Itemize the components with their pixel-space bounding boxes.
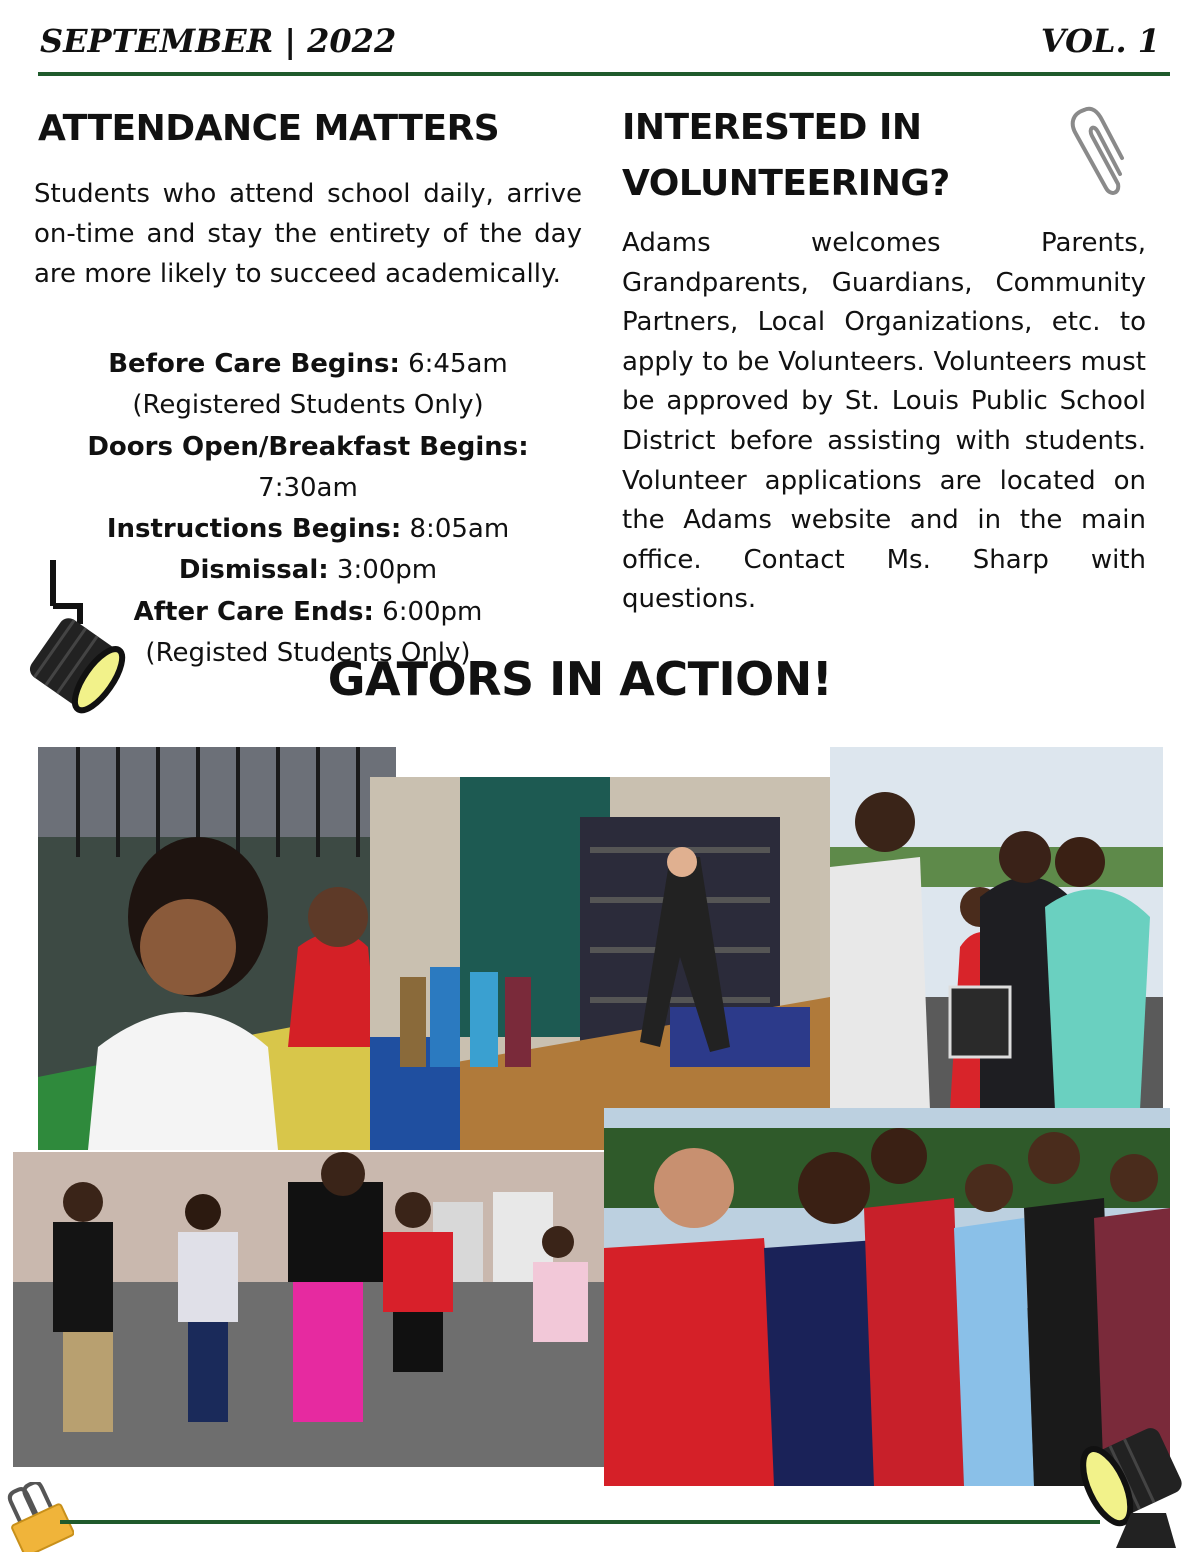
attendance-heading: ATTENDANCE MATTERS xyxy=(38,108,500,149)
spotlight-icon xyxy=(1076,1418,1200,1553)
schedule-item: Doors Open/Breakfast Begins: 7:30am xyxy=(87,431,529,503)
photo-student-lunch xyxy=(38,747,396,1150)
footer-divider xyxy=(60,1520,1100,1524)
issue-date: SEPTEMBER | 2022 xyxy=(40,22,397,60)
gallery-heading: GATORS IN ACTION! xyxy=(327,652,833,706)
photo-family-group xyxy=(830,747,1163,1110)
schedule-note: (Registered Students Only) xyxy=(132,390,484,421)
photo-uniform-room xyxy=(370,777,830,1150)
volunteer-body: Adams welcomes Parents, Grandparents, Guardians, Community Partners, Local Organizations, etc. to apply to be Volunteers. Volunteers must be approved by St. Louis Public School District before assisting with students. Volunteer applications are located on the Adams website and in the main office. Contact Ms. Sharp with questions. xyxy=(622,228,1146,615)
volunteer-heading: INTERESTED IN VOLUNTEERING? xyxy=(622,107,950,204)
schedule-item: Instructions Begins: 8:05am xyxy=(106,514,510,545)
photo-line-up xyxy=(13,1152,606,1467)
volume-number: VOL. 1 xyxy=(1040,22,1160,60)
schedule-note: (Registed Students Only) xyxy=(145,638,471,669)
schedule-item: After Care Ends: 6:00pm xyxy=(133,596,483,627)
header-divider xyxy=(38,72,1170,76)
attendance-intro: Students who attend school daily, arrive on-time and stay the entirety of the day are more likely to succeed academically. xyxy=(34,179,582,289)
paperclip-icon xyxy=(1062,104,1126,200)
binder-clip-icon xyxy=(4,1482,74,1552)
schedule-item: Before Care Begins: 6:45am xyxy=(108,349,508,379)
schedule-item: Dismissal: 3:00pm xyxy=(178,555,438,586)
